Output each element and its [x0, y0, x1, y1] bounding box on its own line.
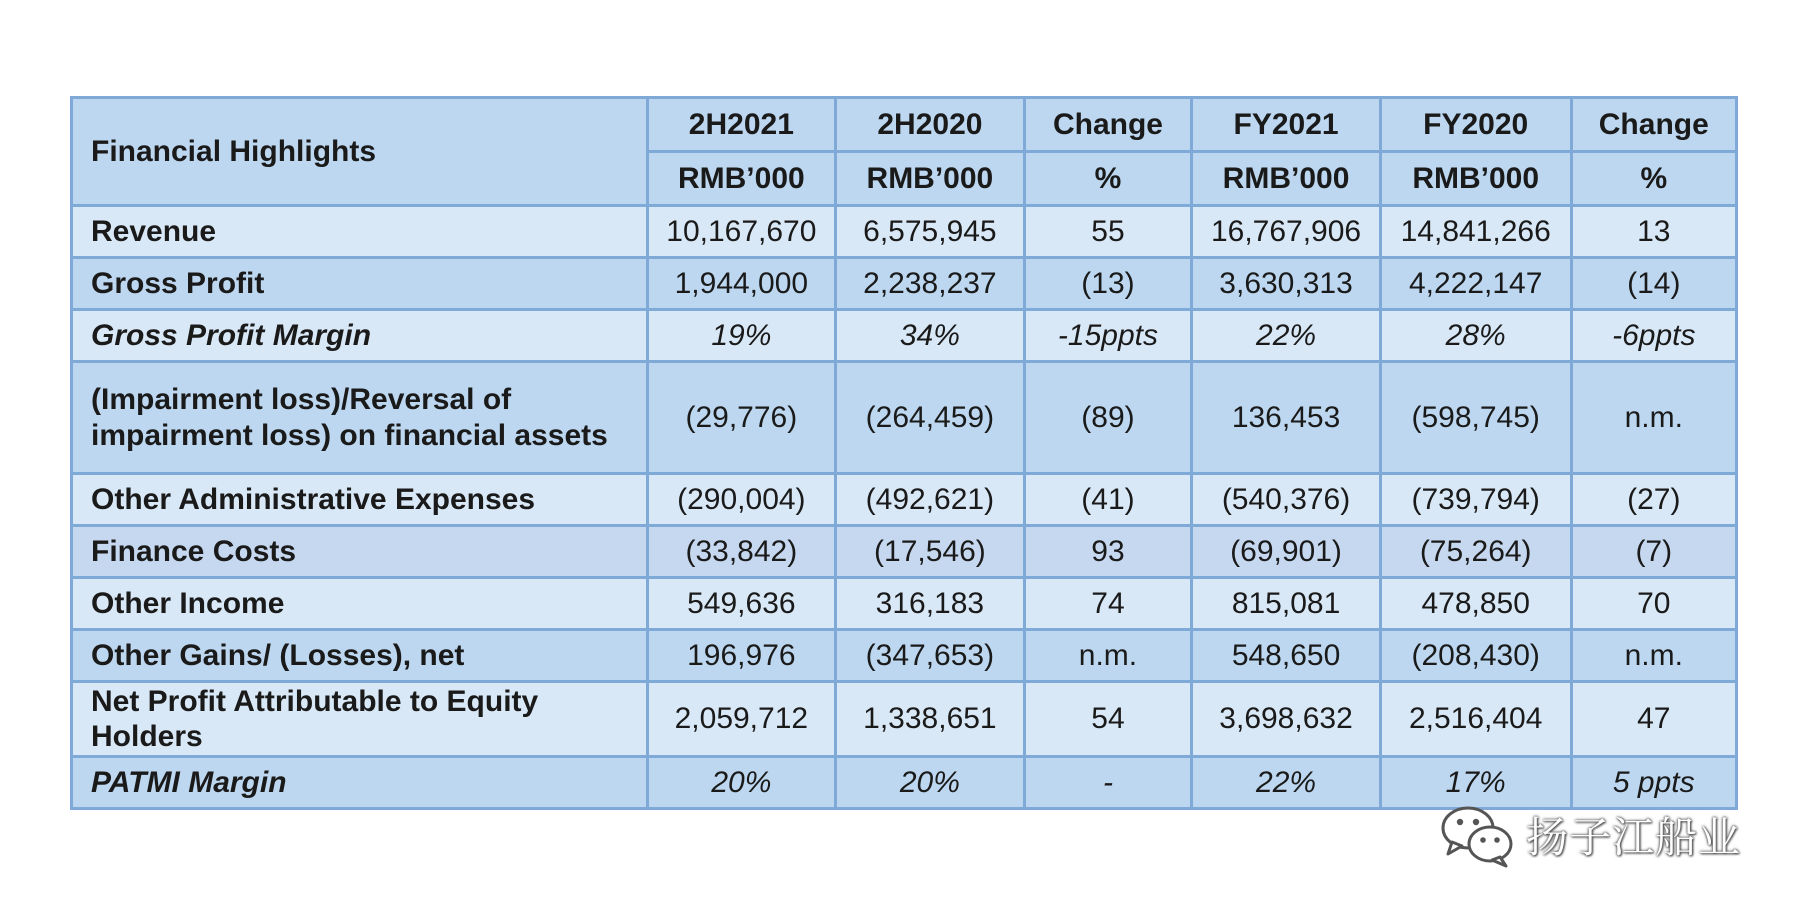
table-cell: 2,059,712 [647, 682, 836, 757]
table-cell: 316,183 [836, 578, 1025, 630]
corner-header: Financial Highlights [72, 98, 648, 206]
table-cell: 10,167,670 [647, 206, 836, 258]
table-cell: (540,376) [1192, 474, 1381, 526]
table-cell: 55 [1024, 206, 1192, 258]
table-cell: (290,004) [647, 474, 836, 526]
table-cell: (739,794) [1380, 474, 1571, 526]
col-header-period: 2H2021 [647, 98, 836, 152]
col-header-period: FY2021 [1192, 98, 1381, 152]
table-cell: 16,767,906 [1192, 206, 1381, 258]
table-cell: (7) [1571, 526, 1736, 578]
table-row [72, 526, 1737, 578]
table-cell: 2,238,237 [836, 258, 1025, 310]
row-label: Finance Costs [72, 526, 648, 578]
table-cell: (33,842) [647, 526, 836, 578]
watermark [1440, 800, 1741, 870]
table-cell: -6ppts [1571, 310, 1736, 362]
col-header-unit: RMB’000 [1380, 152, 1571, 206]
row-label: Net Profit Attributable to Equity Holders [72, 682, 648, 757]
table-cell: (17,546) [836, 526, 1025, 578]
col-header-unit: RMB’000 [647, 152, 836, 206]
row-label: Gross Profit Margin [72, 310, 648, 362]
table-cell: - [1024, 757, 1192, 809]
watermark-text: 扬子江船业 [1526, 813, 1742, 862]
table-cell: (69,901) [1192, 526, 1381, 578]
row-label: Gross Profit [72, 258, 648, 310]
financial-highlights-table [70, 96, 1738, 810]
table-cell: 3,630,313 [1192, 258, 1381, 310]
table-cell: (89) [1024, 362, 1192, 474]
table-cell: 6,575,945 [836, 206, 1025, 258]
table-cell: -15ppts [1024, 310, 1192, 362]
table-cell: 136,453 [1192, 362, 1381, 474]
table-cell: (13) [1024, 258, 1192, 310]
table-cell: 34% [836, 310, 1025, 362]
table-cell: 20% [836, 757, 1025, 809]
col-header-period: 2H2020 [836, 98, 1025, 152]
row-label: Other Income [72, 578, 648, 630]
table-cell: 20% [647, 757, 836, 809]
table-row [72, 578, 1737, 630]
table-cell: 549,636 [647, 578, 836, 630]
table-row [72, 258, 1737, 310]
col-header-unit: % [1024, 152, 1192, 206]
col-header-unit: RMB’000 [1192, 152, 1381, 206]
table-row [72, 757, 1737, 809]
table-cell: (208,430) [1380, 630, 1571, 682]
wechat-icon [1440, 802, 1514, 868]
col-header-period: FY2020 [1380, 98, 1571, 152]
row-label: (Impairment loss)/Reversal of impairment loss) on financial assets [72, 362, 648, 474]
col-header-unit: RMB’000 [836, 152, 1025, 206]
col-header-period: Change [1571, 98, 1736, 152]
table-cell: 4,222,147 [1380, 258, 1571, 310]
row-label: Other Gains/ (Losses), net [72, 630, 648, 682]
table-cell: 2,516,404 [1380, 682, 1571, 757]
row-label: PATMI Margin [72, 757, 648, 809]
table-cell: (75,264) [1380, 526, 1571, 578]
table-cell: 1,338,651 [836, 682, 1025, 757]
table-row [72, 310, 1737, 362]
table-cell: (492,621) [836, 474, 1025, 526]
table-row [72, 362, 1737, 474]
table-cell: (41) [1024, 474, 1192, 526]
table-row [72, 682, 1737, 757]
row-label: Revenue [72, 206, 648, 258]
col-header-period: Change [1024, 98, 1192, 152]
table-cell: 17% [1380, 757, 1571, 809]
table-cell: (27) [1571, 474, 1736, 526]
table-cell: 3,698,632 [1192, 682, 1381, 757]
table-cell: 196,976 [647, 630, 836, 682]
table-cell: 74 [1024, 578, 1192, 630]
table-cell: n.m. [1571, 362, 1736, 474]
row-label: Other Administrative Expenses [72, 474, 648, 526]
table-cell: (14) [1571, 258, 1736, 310]
table-cell: (347,653) [836, 630, 1025, 682]
table-cell: 70 [1571, 578, 1736, 630]
col-header-unit: % [1571, 152, 1736, 206]
table-cell: 1,944,000 [647, 258, 836, 310]
table-cell: 22% [1192, 310, 1381, 362]
table-cell: 93 [1024, 526, 1192, 578]
table-cell: 28% [1380, 310, 1571, 362]
table-cell: 22% [1192, 757, 1381, 809]
table-cell: (598,745) [1380, 362, 1571, 474]
header-row-period [72, 98, 1737, 152]
table-cell: 13 [1571, 206, 1736, 258]
table-cell: 5 ppts [1571, 757, 1736, 809]
table-cell: 19% [647, 310, 836, 362]
table-cell: (29,776) [647, 362, 836, 474]
table-cell: 14,841,266 [1380, 206, 1571, 258]
table-row [72, 206, 1737, 258]
table-cell: 47 [1571, 682, 1736, 757]
table-cell: 548,650 [1192, 630, 1381, 682]
table-row [72, 630, 1737, 682]
table-row [72, 474, 1737, 526]
table-cell: (264,459) [836, 362, 1025, 474]
table-cell: 478,850 [1380, 578, 1571, 630]
table-cell: 815,081 [1192, 578, 1381, 630]
table-cell: 54 [1024, 682, 1192, 757]
table-cell: n.m. [1571, 630, 1736, 682]
table-cell: n.m. [1024, 630, 1192, 682]
